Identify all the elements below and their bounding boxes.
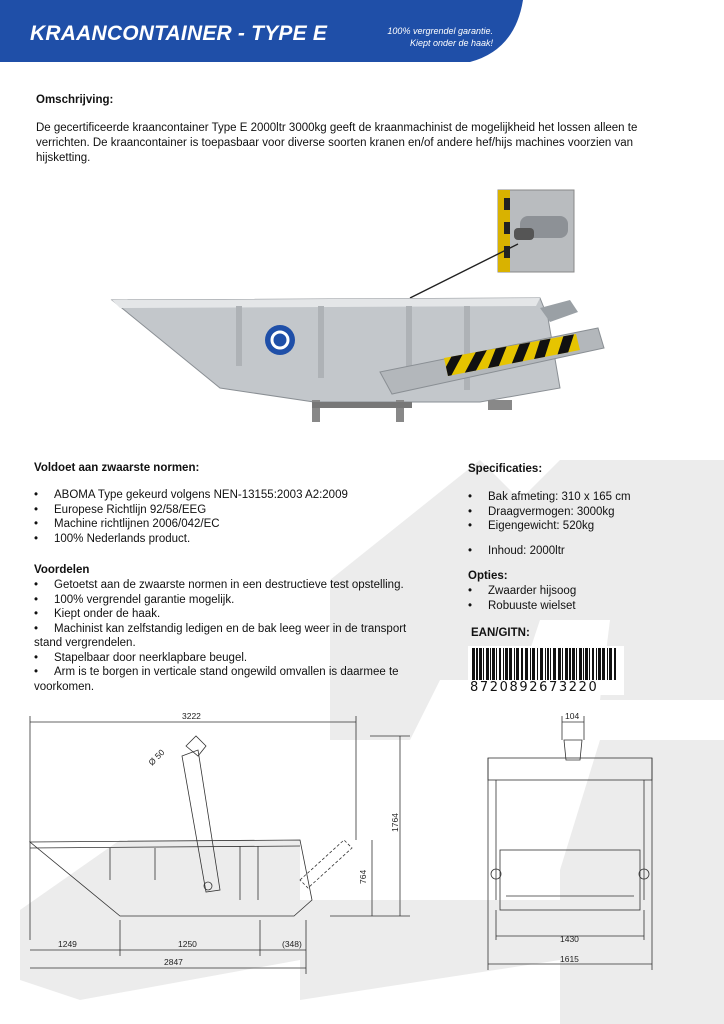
header-tagline (376, 25, 493, 49)
tagline-line-1: 100% vergrendel garantie. (387, 26, 493, 36)
list-item: • Zwaarder hijsoog (468, 584, 708, 599)
barcode-bar (602, 648, 605, 680)
list-item: • ABOMA Type gekeurd volgens NEN-13155:2003 A2:2009 (34, 488, 434, 503)
barcode-bar (472, 648, 475, 680)
barcode-bar (572, 648, 575, 680)
barcode-bar (479, 648, 482, 680)
barcode-bar (540, 648, 543, 680)
barcode-bar (598, 648, 601, 680)
list-item: • Stapelbaar door neerklapbare beugel. (34, 651, 434, 666)
dim-overall-length: 2847 (164, 957, 183, 967)
barcode-bar (565, 648, 568, 680)
barcode-bar (589, 648, 590, 680)
dim-total-length: 3222 (182, 711, 201, 721)
norms-list (34, 488, 434, 546)
ean-code: 8720892673220 (468, 680, 624, 695)
dim-inner-width: 1430 (560, 934, 579, 944)
barcode-bar (607, 648, 608, 680)
barcode-bar (483, 648, 484, 680)
dim-top-width: 104 (565, 711, 580, 721)
dim-height-total: 1764 (390, 813, 400, 832)
barcode-bar (614, 648, 616, 680)
dim-height-body: 764 (358, 869, 368, 884)
technical-drawings (0, 700, 724, 990)
dim-segment-2: 1250 (178, 939, 197, 949)
barcode-bar (499, 648, 501, 680)
barcode-bar (490, 648, 491, 680)
barcode-bar (505, 648, 508, 680)
norms-heading: Voldoet aan zwaarste normen: (34, 462, 200, 474)
barcode-bar (547, 648, 549, 680)
advantages-heading: Voordelen (34, 564, 90, 576)
barcode-bar (521, 648, 523, 680)
barcode-bar (545, 648, 546, 680)
barcode-bar (553, 648, 556, 680)
list-item: • Arm is te borgen in verticale stand ongewild omvallen is daarmee te voorkomen. (34, 665, 434, 694)
barcode-bar (492, 648, 495, 680)
product-photo (100, 188, 620, 428)
list-item: • Getoetst aan de zwaarste normen in een destructieve test opstelling. (34, 578, 434, 593)
barcode-bar (569, 648, 571, 680)
options-list (468, 584, 708, 613)
barcode-bar (516, 648, 519, 680)
list-item: • Kiept onder de haak. (34, 607, 434, 622)
specs-list (468, 490, 708, 534)
description-text: De gecertificeerde kraancontainer Type E 2000ltr 3000kg geeft de kraanmachinist de mogelijkheid het lossen alleen te verrichten. De kraancontainer is toepasbaar voor diverse soorten kranen en/of andere hef/hijs machines voorzien van hijsketting. (36, 122, 638, 164)
barcode-bar (537, 648, 538, 680)
barcode-bar (496, 648, 497, 680)
ean-heading: EAN/GITN: (471, 627, 530, 639)
barcode-bar (562, 648, 563, 680)
list-item: • 100% vergrendel garantie mogelijk. (34, 593, 434, 608)
list-item: • Inhoud: 2000ltr (468, 544, 708, 559)
barcode-bar (585, 648, 588, 680)
options-heading: Opties: (468, 570, 508, 582)
barcode-bar (576, 648, 577, 680)
barcode-bar (514, 648, 515, 680)
list-item: • Draagvermogen: 3000kg (468, 505, 708, 520)
list-item: • Machinist kan zelfstandig ledigen en de bak leeg weer in de transport stand vergrendelen. (34, 622, 434, 651)
list-item: • Robuuste wielset (468, 599, 708, 614)
barcode-bar (486, 648, 489, 680)
dim-segment-1: 1249 (58, 939, 77, 949)
list-item: • Eigengewicht: 520kg (468, 519, 708, 534)
barcode-bar (476, 648, 478, 680)
description-heading: Omschrijving: (36, 94, 114, 106)
specs-extra-list (468, 544, 708, 559)
list-item: • 100% Nederlands product. (34, 532, 434, 547)
list-item: • Europese Richtlijn 92/58/EEG (34, 503, 434, 518)
advantages-list (34, 578, 434, 694)
dim-segment-3: (348) (282, 939, 302, 949)
front-view-drawing (488, 716, 652, 970)
barcode-bar (550, 648, 551, 680)
barcode-bar (583, 648, 584, 680)
barcode-bar (503, 648, 504, 680)
side-view-drawing (30, 716, 410, 974)
barcode-bar (592, 648, 594, 680)
tagline-line-2: Kiept onder de haak! (409, 38, 493, 48)
barcode-bar (596, 648, 597, 680)
barcode-bar (530, 648, 531, 680)
barcode-bar (525, 648, 528, 680)
list-item: • Machine richtlijnen 2006/042/EC (34, 517, 434, 532)
dim-outer-width: 1615 (560, 954, 579, 964)
list-item: • Bak afmeting: 310 x 165 cm (468, 490, 708, 505)
specs-heading: Specificaties: (468, 463, 543, 475)
page-title: KRAANCONTAINER - TYPE E (30, 22, 328, 45)
dim-eye-diameter: Ø 50 (146, 747, 167, 768)
header-banner (0, 0, 724, 64)
barcode-bar (609, 648, 612, 680)
barcode-bar (558, 648, 561, 680)
barcode-bar (579, 648, 582, 680)
barcode-bar (509, 648, 512, 680)
barcode-bar (532, 648, 535, 680)
